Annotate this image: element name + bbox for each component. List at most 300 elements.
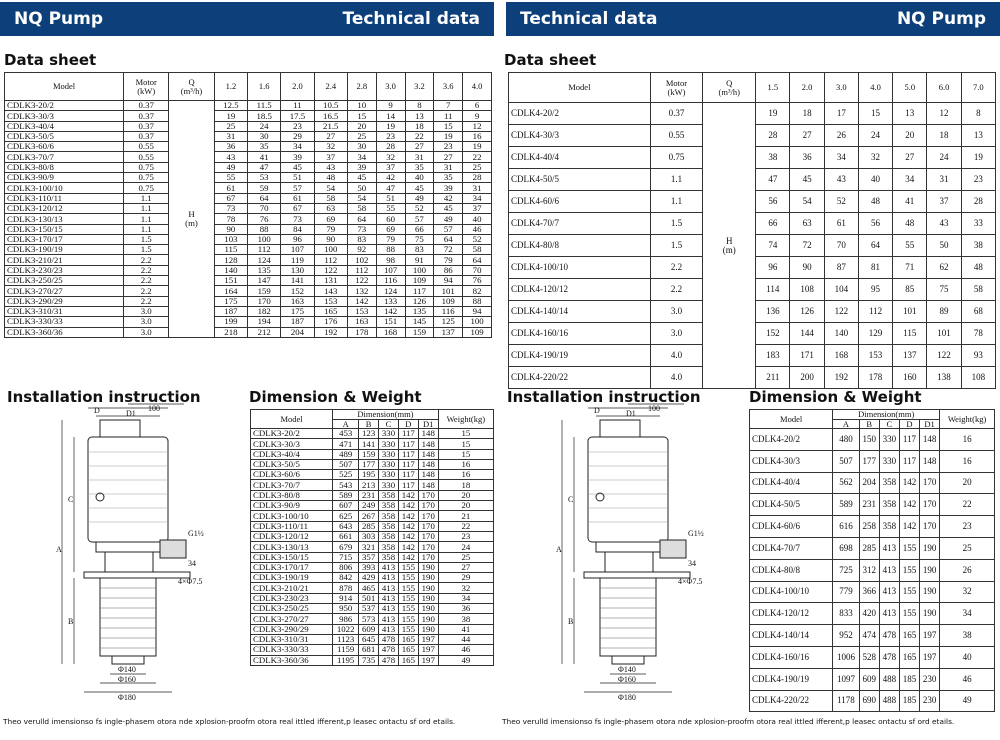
head-value: 92 xyxy=(347,245,376,255)
head-value: 116 xyxy=(434,306,463,316)
head-value: 35 xyxy=(434,173,463,183)
head-value: 53 xyxy=(248,173,281,183)
table-row xyxy=(750,603,995,625)
table-row xyxy=(5,245,492,255)
model-cell: CDLK4-140/14 xyxy=(509,301,651,323)
model-cell: CDLK3-120/12 xyxy=(5,203,124,213)
head-value: 43 xyxy=(824,169,858,191)
model-cell: CDLK3-230/23 xyxy=(251,593,333,603)
head-value: 23 xyxy=(376,131,405,141)
model-cell: CDLK3-30/3 xyxy=(5,111,124,121)
head-value: 100 xyxy=(463,317,492,327)
table-row xyxy=(750,559,995,581)
head-value: 18 xyxy=(790,103,824,125)
head-value: 93 xyxy=(961,345,995,367)
model-cell: CDLK4-60/6 xyxy=(750,516,833,538)
dimension-cell: 148 xyxy=(418,480,438,490)
head-value: 152 xyxy=(756,323,790,345)
head-value: 73 xyxy=(281,214,314,224)
model-cell: CDLK3-270/27 xyxy=(5,286,124,296)
head-label: H (m) xyxy=(703,103,756,389)
outlet-port xyxy=(160,540,186,558)
dimension-cell: 1097 xyxy=(833,668,859,690)
head-value: 192 xyxy=(824,367,858,389)
head-value: 43 xyxy=(214,152,247,162)
dimension-cell: 358 xyxy=(879,494,899,516)
label-180: Φ180 xyxy=(618,693,636,702)
dimension-cell: 117 xyxy=(398,429,418,439)
head-value: 142 xyxy=(376,306,405,316)
motor-cell: 1.1 xyxy=(650,191,703,213)
dimension-cell: 185 xyxy=(899,690,919,712)
model-cell: CDLK4-120/12 xyxy=(509,279,651,301)
head-value: 96 xyxy=(756,257,790,279)
dimension-cell: 170 xyxy=(920,494,940,516)
model-cell: CDLK3-290/29 xyxy=(251,624,333,634)
motor-cell: 0.37 xyxy=(124,121,169,131)
dimension-cell: 141 xyxy=(359,439,379,449)
header-motor: Motor (kW) xyxy=(650,73,703,103)
model-cell: CDLK3-100/10 xyxy=(5,183,124,193)
pump-stages xyxy=(600,578,656,656)
dimension-cell: 197 xyxy=(920,646,940,668)
model-cell: CDLK3-20/2 xyxy=(5,101,124,111)
head-value: 25 xyxy=(214,121,247,131)
head-value: 200 xyxy=(790,367,824,389)
head-value: 54 xyxy=(347,193,376,203)
table-row xyxy=(251,645,494,655)
motor-cell: 3.0 xyxy=(124,306,169,316)
dimension-cell: 607 xyxy=(333,501,359,511)
head-value: 135 xyxy=(248,265,281,275)
model-cell: CDLK3-50/5 xyxy=(5,131,124,141)
dimension-cell: 661 xyxy=(333,531,359,541)
table-row xyxy=(5,327,492,337)
model-cell: CDLK4-70/7 xyxy=(509,213,651,235)
dimension-cell: 177 xyxy=(359,459,379,469)
inlet xyxy=(112,656,144,664)
dimension-cell: 952 xyxy=(833,625,859,647)
dimension-cell: 413 xyxy=(379,562,399,572)
model-cell: CDLK3-330/33 xyxy=(5,317,124,327)
table-row xyxy=(251,624,494,634)
head-value: 64 xyxy=(858,235,892,257)
head-value: 27 xyxy=(314,131,347,141)
model-cell: CDLK3-360/36 xyxy=(5,327,124,337)
head-value: 68 xyxy=(961,301,995,323)
dimension-cell: 465 xyxy=(359,583,379,593)
head-value: 43 xyxy=(927,213,961,235)
model-cell: CDLK3-30/3 xyxy=(251,439,333,449)
table-row xyxy=(5,306,492,316)
head-value: 83 xyxy=(347,234,376,244)
dimension-cell: 204 xyxy=(859,472,879,494)
head-value: 18 xyxy=(405,121,434,131)
label-a: A xyxy=(56,545,62,554)
head-value: 42 xyxy=(434,193,463,203)
model-cell: CDLK3-120/12 xyxy=(251,531,333,541)
head-value: 88 xyxy=(463,296,492,306)
head-value: 90 xyxy=(314,234,347,244)
head-value: 63 xyxy=(314,203,347,213)
head-value: 16.5 xyxy=(314,111,347,121)
dimension-col: D1 xyxy=(418,419,438,429)
model-cell: CDLK3-170/17 xyxy=(251,562,333,572)
head-value: 125 xyxy=(434,317,463,327)
head-value: 52 xyxy=(405,203,434,213)
terminal-box xyxy=(100,420,140,437)
dimension-cell: 117 xyxy=(398,439,418,449)
dimension-cell: 258 xyxy=(859,516,879,538)
weight-cell: 36 xyxy=(438,604,493,614)
weight-cell: 25 xyxy=(438,552,493,562)
motor-cell: 3.0 xyxy=(124,317,169,327)
head-value: 151 xyxy=(214,276,247,286)
head-value: 8 xyxy=(405,101,434,111)
label-34: 34 xyxy=(688,559,696,568)
flow-value: 1.6 xyxy=(248,73,281,101)
dimension-cell: 625 xyxy=(333,511,359,521)
head-value: 72 xyxy=(434,245,463,255)
head-value: 39 xyxy=(434,183,463,193)
header-model: Model xyxy=(5,73,124,101)
head-value: 115 xyxy=(214,245,247,255)
dimension-cell: 478 xyxy=(379,634,399,644)
dimension-cell: 117 xyxy=(398,470,418,480)
dimension-cell: 155 xyxy=(899,537,919,559)
flow-value: 1.5 xyxy=(756,73,790,103)
head-value: 52 xyxy=(824,191,858,213)
head-value: 60 xyxy=(376,214,405,224)
model-cell: CDLK3-90/9 xyxy=(251,501,333,511)
pump-installation-drawing xyxy=(0,402,240,702)
head-value: 69 xyxy=(314,214,347,224)
weight-cell: 46 xyxy=(438,645,493,655)
head-value: 54 xyxy=(790,191,824,213)
table-row xyxy=(5,234,492,244)
head-value: 14 xyxy=(376,111,405,121)
head-value: 101 xyxy=(434,286,463,296)
dimension-cell: 165 xyxy=(899,625,919,647)
motor-cell: 1.1 xyxy=(124,193,169,203)
dimension-cell: 842 xyxy=(333,573,359,583)
label-100: 100 xyxy=(648,404,660,413)
head-value: 153 xyxy=(858,345,892,367)
head-value: 37 xyxy=(927,191,961,213)
head-value: 145 xyxy=(405,317,434,327)
head-value: 18.5 xyxy=(248,111,281,121)
head-value: 90 xyxy=(790,257,824,279)
dimension-cell: 197 xyxy=(418,655,438,665)
head-value: 85 xyxy=(893,279,927,301)
header-model: Model xyxy=(509,73,651,103)
table-row xyxy=(750,494,995,516)
dimension-table xyxy=(749,409,995,712)
motor-cell: 0.55 xyxy=(124,152,169,162)
head-value: 30 xyxy=(248,131,281,141)
head-value: 75 xyxy=(405,234,434,244)
dimension-cell: 150 xyxy=(859,429,879,451)
head-value: 109 xyxy=(463,327,492,337)
flow-value: 3.2 xyxy=(405,73,434,101)
flow-value: 2.8 xyxy=(347,73,376,101)
table-row xyxy=(251,573,494,583)
head-value: 49 xyxy=(405,193,434,203)
head-value: 95 xyxy=(858,279,892,301)
head-value: 27 xyxy=(405,142,434,152)
head-value: 59 xyxy=(248,183,281,193)
head-value: 101 xyxy=(893,301,927,323)
model-cell: CDLK4-80/8 xyxy=(750,559,833,581)
model-cell: CDLK3-110/11 xyxy=(251,521,333,531)
head-value: 122 xyxy=(347,276,376,286)
head-value: 23 xyxy=(434,142,463,152)
dimension-cell: 285 xyxy=(359,521,379,531)
head-value: 87 xyxy=(824,257,858,279)
model-cell: CDLK3-250/25 xyxy=(5,276,124,286)
head-value: 108 xyxy=(961,367,995,389)
table-row xyxy=(251,655,494,665)
weight-cell: 15 xyxy=(438,439,493,449)
model-cell: CDLK4-60/6 xyxy=(509,191,651,213)
head-value: 27 xyxy=(893,147,927,169)
dimension-cell: 358 xyxy=(379,552,399,562)
table-row xyxy=(5,255,492,265)
model-cell: CDLK3-150/15 xyxy=(251,552,333,562)
model-cell: CDLK3-230/23 xyxy=(5,265,124,275)
model-cell: CDLK4-50/5 xyxy=(750,494,833,516)
dimension-cell: 478 xyxy=(879,625,899,647)
head-value: 124 xyxy=(248,255,281,265)
dimension-cell: 616 xyxy=(833,516,859,538)
dimension-cell: 117 xyxy=(899,429,919,451)
head-value: 79 xyxy=(434,255,463,265)
head-value: 32 xyxy=(314,142,347,152)
head-value: 102 xyxy=(347,255,376,265)
flow-value: 4.0 xyxy=(463,73,492,101)
dimension-cell: 480 xyxy=(833,429,859,451)
table-row xyxy=(5,296,492,306)
banner xyxy=(0,2,494,36)
weight-cell: 41 xyxy=(438,624,493,634)
dimension-cell: 142 xyxy=(899,494,919,516)
head-value: 12 xyxy=(927,103,961,125)
dimension-cell: 562 xyxy=(833,472,859,494)
dimension-cell: 197 xyxy=(418,634,438,644)
head-value: 176 xyxy=(314,317,347,327)
head-value: 178 xyxy=(858,367,892,389)
dimension-cell: 488 xyxy=(879,690,899,712)
dimension-cell: 679 xyxy=(333,542,359,552)
dimension-cell: 123 xyxy=(359,429,379,439)
head-value: 74 xyxy=(756,235,790,257)
head-value: 182 xyxy=(248,306,281,316)
head-value: 19 xyxy=(463,142,492,152)
dimension-cell: 330 xyxy=(879,429,899,451)
dimension-cell: 609 xyxy=(359,624,379,634)
head-value: 13 xyxy=(961,125,995,147)
table-row xyxy=(750,625,995,647)
head-value: 21.5 xyxy=(314,121,347,131)
dimension-cell: 267 xyxy=(359,511,379,521)
motor-cell: 0.37 xyxy=(124,111,169,121)
dimension-cell: 142 xyxy=(398,490,418,500)
model-cell: CDLK4-70/7 xyxy=(750,537,833,559)
head-value: 29 xyxy=(281,131,314,141)
brand-label: NQ Pump xyxy=(14,9,104,29)
head-value: 100 xyxy=(248,234,281,244)
motor-cell: 4.0 xyxy=(650,367,703,389)
header-dimension: Dimension(mm) xyxy=(833,410,940,420)
model-cell: CDLK3-150/15 xyxy=(5,224,124,234)
head-value: 49 xyxy=(214,162,247,172)
dimension-cell: 478 xyxy=(379,645,399,655)
dimension-cell: 303 xyxy=(359,531,379,541)
head-value: 122 xyxy=(824,301,858,323)
weight-cell: 16 xyxy=(438,459,493,469)
dimension-cell: 177 xyxy=(859,450,879,472)
motor-cell: 0.75 xyxy=(124,183,169,193)
dimension-cell: 190 xyxy=(418,604,438,614)
dimension-cell: 155 xyxy=(899,559,919,581)
head-value: 107 xyxy=(376,265,405,275)
model-cell: CDLK3-50/5 xyxy=(251,459,333,469)
head-value: 163 xyxy=(347,317,376,327)
weight-cell: 26 xyxy=(940,559,995,581)
head-value: 8 xyxy=(961,103,995,125)
motor-cell: 2.2 xyxy=(124,296,169,306)
head-value: 138 xyxy=(927,367,961,389)
dimension-cell: 429 xyxy=(359,573,379,583)
weight-cell: 49 xyxy=(438,655,493,665)
head-value: 61 xyxy=(281,193,314,203)
head-value: 96 xyxy=(281,234,314,244)
table-row xyxy=(750,450,995,472)
dimension-cell: 312 xyxy=(859,559,879,581)
flow-value: 2.0 xyxy=(790,73,824,103)
head-value: 27 xyxy=(790,125,824,147)
head-value: 76 xyxy=(463,276,492,286)
head-value: 56 xyxy=(756,191,790,213)
motor-cell: 2.2 xyxy=(124,286,169,296)
model-cell: CDLK4-30/3 xyxy=(750,450,833,472)
head-value: 144 xyxy=(790,323,824,345)
head-value: 192 xyxy=(314,327,347,337)
model-cell: CDLK3-310/31 xyxy=(251,634,333,644)
installation-title: Installation instruction xyxy=(7,388,201,406)
head-value: 164 xyxy=(214,286,247,296)
head-value: 66 xyxy=(756,213,790,235)
head-value: 143 xyxy=(314,286,347,296)
model-cell: CDLK4-140/14 xyxy=(750,625,833,647)
label-b: B xyxy=(568,617,574,626)
weight-cell: 16 xyxy=(940,429,995,451)
head-value: 109 xyxy=(405,276,434,286)
flow-value: 2.4 xyxy=(314,73,347,101)
weight-cell: 22 xyxy=(940,494,995,516)
dimension-cell: 155 xyxy=(899,581,919,603)
head-value: 41 xyxy=(893,191,927,213)
model-cell: CDLK4-30/3 xyxy=(509,125,651,147)
table-row xyxy=(5,131,492,141)
label-140: Φ140 xyxy=(118,665,136,674)
table-row xyxy=(5,317,492,327)
head-value: 78 xyxy=(961,323,995,345)
weight-cell: 38 xyxy=(940,625,995,647)
dimension-cell: 117 xyxy=(398,449,418,459)
motor-cell: 2.2 xyxy=(650,279,703,301)
dimension-cell: 609 xyxy=(859,668,879,690)
head-value: 12.5 xyxy=(214,101,247,111)
model-cell: CDLK3-190/19 xyxy=(5,245,124,255)
dimension-cell: 478 xyxy=(879,646,899,668)
dimension-cell: 413 xyxy=(379,604,399,614)
head-value: 57 xyxy=(405,214,434,224)
dimension-col: D1 xyxy=(920,419,940,429)
dimension-cell: 330 xyxy=(379,439,399,449)
head-value: 90 xyxy=(214,224,247,234)
label-160: Φ160 xyxy=(618,675,636,684)
table-row xyxy=(251,552,494,562)
head-value: 28 xyxy=(961,191,995,213)
weight-cell: 24 xyxy=(438,542,493,552)
head-value: 58 xyxy=(463,245,492,255)
dimension-cell: 413 xyxy=(379,573,399,583)
dimension-cell: 986 xyxy=(333,614,359,624)
head-value: 45 xyxy=(790,169,824,191)
head-value: 135 xyxy=(405,306,434,316)
dimension-col: D xyxy=(899,419,919,429)
banner-title: Technical data xyxy=(342,9,480,29)
table-row xyxy=(750,581,995,603)
motor-cell: 2.2 xyxy=(124,265,169,275)
dimension-cell: 543 xyxy=(333,480,359,490)
weight-cell: 34 xyxy=(940,603,995,625)
head-value: 160 xyxy=(893,367,927,389)
head-value: 49 xyxy=(434,214,463,224)
dimension-cell: 142 xyxy=(398,531,418,541)
head-value: 25 xyxy=(463,162,492,172)
head-value: 140 xyxy=(214,265,247,275)
table-row xyxy=(251,634,494,644)
head-value: 153 xyxy=(347,306,376,316)
head-value: 66 xyxy=(405,224,434,234)
model-cell: CDLK4-190/19 xyxy=(509,345,651,367)
model-cell: CDLK3-130/13 xyxy=(5,214,124,224)
dimension-cell: 155 xyxy=(398,583,418,593)
weight-cell: 16 xyxy=(438,470,493,480)
dimension-cell: 358 xyxy=(379,501,399,511)
head-value: 88 xyxy=(376,245,405,255)
dimension-cell: 914 xyxy=(333,593,359,603)
head-value: 168 xyxy=(376,327,405,337)
head-value: 28 xyxy=(463,173,492,183)
head-value: 11 xyxy=(434,111,463,121)
motor-cell: 3.0 xyxy=(124,327,169,337)
dimension-cell: 142 xyxy=(398,552,418,562)
dimension-cell: 1022 xyxy=(333,624,359,634)
dimension-col: A xyxy=(333,419,359,429)
head-value: 19 xyxy=(214,111,247,121)
model-cell: CDLK3-290/29 xyxy=(5,296,124,306)
model-cell: CDLK4-220/22 xyxy=(509,367,651,389)
dimension-cell: 170 xyxy=(418,521,438,531)
data-sheet-table xyxy=(508,72,996,389)
table-row xyxy=(251,583,494,593)
head-value: 47 xyxy=(248,162,281,172)
label-c: C xyxy=(68,495,74,504)
label-180: Φ180 xyxy=(118,693,136,702)
